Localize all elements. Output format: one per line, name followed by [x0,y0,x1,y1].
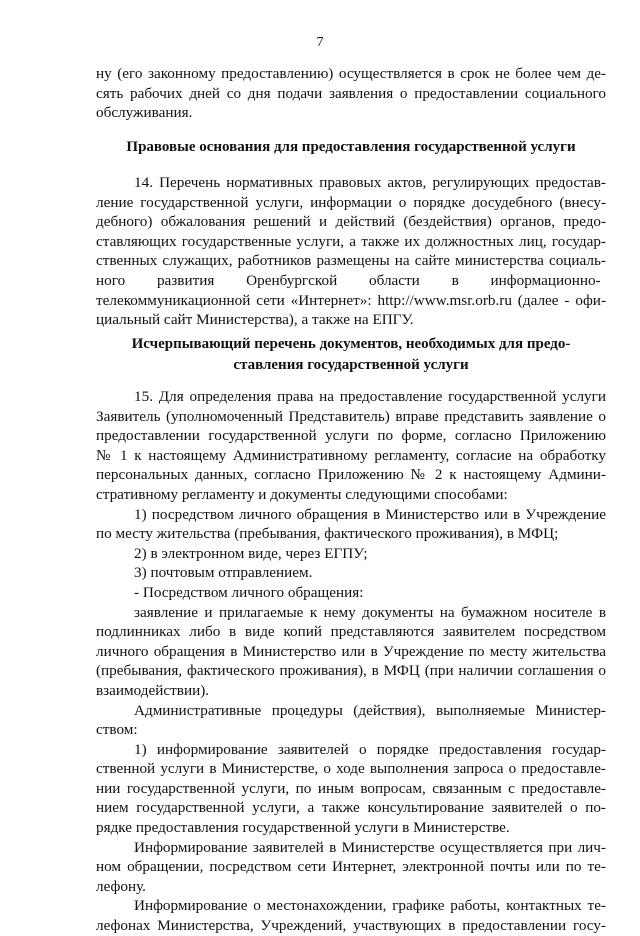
section-heading-legal-basis: Правовые основания для предоставления государственной услуги [126,139,576,155]
text-line: Заявитель (уполномоченный Представитель) вправе представить заявление о [96,407,606,425]
text-line: Административные процедуры (действия), выполняемые Министер- [134,701,606,719]
text-line: дебного) обжалования решений и действий (бездействия) органов, предо- [96,213,606,231]
text-line: 14. Перечень нормативных правовых актов, регулирующих предостав- [134,174,606,191]
list-item-cont: по месту жительства (пребывания, фактического проживания), в МФЦ; [96,525,559,543]
text-line: ставляющих государственные услуги, а также их должностных лиц, государ- [96,232,606,250]
text-line: лефонах Министерства, Учреждений, участвующих в предоставлении госу- [96,917,606,935]
text-line: № 1 к настоящему Административному регламенту, согласие на обработку [96,446,606,464]
text-line: личного обращения в Министерство или в Учреждение по месту жительства [96,642,606,660]
text-line: циальный сайт Министерства), а также на ЕПГУ. [96,311,414,329]
text-line: Информирование о местонахождении, графике работы, контактных те- [134,897,606,915]
intro-paragraph [96,64,606,123]
text-line: подлинниках либо в виде копий представляются заявителем посредством [96,623,606,641]
text-line: ного развития Оренбургской области в информационно- [96,271,601,289]
text-line: нием государственной услуги, а также консультирование заявителей о по- [96,799,606,817]
section-heading-documents [96,334,606,376]
heading-line: Исчерпывающий перечень документов, необходимых для предо- [131,336,571,352]
list-item: 2) в электронном виде, через ЕГПУ; [134,544,368,562]
text-line: взаимодействии). [96,681,210,699]
paragraph-14 [96,173,606,330]
heading-line: ставления государственной услуги [233,357,469,373]
text-line: заявление и прилагаемые к нему документы на бумажном носителе в [134,603,606,621]
paragraph-15 [96,387,606,936]
text-line: телекоммуникационной сети «Интернет»: http://www.msr.orb.ru (далее - офи- [96,291,606,309]
text-line: 1) информирование заявителей о порядке предоставления государ- [134,740,606,758]
text-line: ление государственной услуги, информации о порядке досудебного (внесу- [96,193,606,211]
text-line: стративному регламенту и документы следующими способами: [96,485,508,503]
text-line: (пребывания, фактического проживания), в МФЦ (при наличии соглашения о [96,662,606,680]
list-item: 1) посредством личного обращения в Министерство или в Учреждение [134,505,606,523]
text-line: ну (его законному предоставлению) осуществляется в срок не более чем де- [96,65,606,82]
page-number: 7 [316,35,324,50]
text-line: Информирование заявителей в Министерстве осуществляется при лич- [134,838,606,856]
text-line: предоставлении государственной услуги по форме, согласно Приложению [96,427,606,445]
text-line: ственных служащих, работников размещены на сайте министерства социаль- [96,252,606,270]
text-line: нии государственной услуги, по иным вопросам, связанным с предоставле- [96,779,606,797]
text-line: обслуживания. [96,104,193,122]
text-line: 15. Для определения права на предоставление государственной услуги [134,388,606,405]
text-line: ством: [96,721,138,739]
list-item: 3) почтовым отправлением. [134,564,313,582]
text-line: сять рабочих дней со дня подачи заявления о предоставлении социального [96,84,606,102]
text-line: ственной услуги в Министерстве, о ходе выполнения запроса о предоставле- [96,760,606,778]
sub-heading: - Посредством личного обращения: [134,583,364,601]
text-line: ном обращении, посредством сети Интернет, электронной почты или по те- [96,858,606,876]
text-line: рядке предоставления государственной услуги в Министерстве. [96,819,510,837]
text-line: лефону. [96,877,146,895]
text-line: персональных данных, согласно Приложению № 2 к настоящему Админи- [96,466,606,484]
